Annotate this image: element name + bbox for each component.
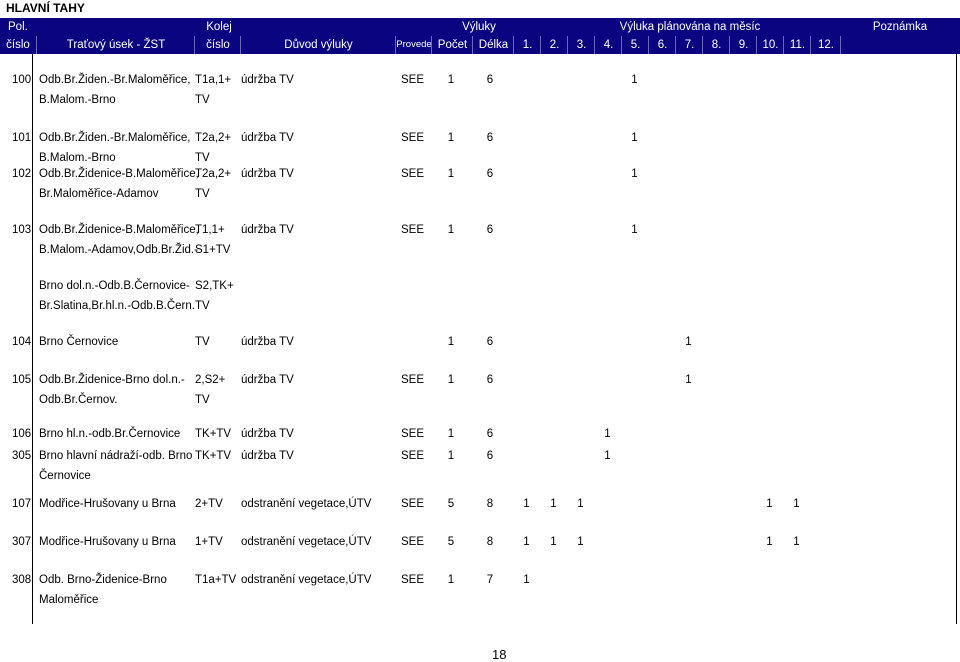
row-section: Brno Černovice bbox=[39, 336, 119, 348]
row-track: TK+TV bbox=[195, 450, 232, 462]
row-section: Odb.Br.Židenice-B.Maloměřice, bbox=[39, 224, 199, 236]
row-track-cont: TV bbox=[195, 394, 210, 406]
row-count: 5 bbox=[447, 498, 455, 510]
row-number: 101 bbox=[12, 132, 32, 144]
header-month-8: 8. bbox=[702, 36, 730, 54]
row-month-2: 1 bbox=[550, 498, 557, 510]
row-month-5: 1 bbox=[631, 74, 638, 86]
row-reason: údržba TV bbox=[241, 74, 294, 86]
row-section-cont: B.Malom.-Brno bbox=[39, 94, 116, 106]
row-track: T1a+TV bbox=[195, 574, 237, 586]
header-duvod: Důvod výluky bbox=[240, 36, 396, 54]
row-provider: SEE bbox=[401, 374, 425, 386]
row-reason: odstranění vegetace,ÚTV bbox=[241, 498, 372, 510]
row-section-cont: Br.Maloměřice-Adamov bbox=[39, 188, 159, 200]
row-month-7: 1 bbox=[685, 374, 692, 386]
header-month-11: 11. bbox=[783, 36, 811, 54]
row-section: Odb.Br.Židen.-Br.Maloměřice, bbox=[39, 132, 191, 144]
row-number: 102 bbox=[12, 168, 32, 180]
header-month-1: 1. bbox=[513, 36, 541, 54]
row-month-2: 1 bbox=[550, 536, 557, 548]
header-month-5: 5. bbox=[621, 36, 649, 54]
row-reason: údržba TV bbox=[241, 168, 294, 180]
row-section: Odb.Br.Židenice-Brno dol.n.- bbox=[39, 374, 185, 386]
row-count: 1 bbox=[447, 574, 455, 586]
row-length: 6 bbox=[486, 428, 494, 440]
row-length: 8 bbox=[486, 498, 494, 510]
row-section-cont: Odb.Br.Černov. bbox=[39, 394, 118, 406]
row-length: 6 bbox=[486, 74, 494, 86]
page-number: 18 bbox=[492, 647, 507, 662]
row-month-3: 1 bbox=[577, 498, 584, 510]
row-length: 7 bbox=[486, 574, 494, 586]
row-reason: údržba TV bbox=[241, 450, 294, 462]
row-month-5: 1 bbox=[631, 168, 638, 180]
row-track: 2,S2+ bbox=[195, 374, 226, 386]
row-track-cont: TV bbox=[195, 300, 210, 312]
row-section: Odb. Brno-Židenice-Brno bbox=[39, 574, 167, 586]
row-provider: SEE bbox=[401, 450, 425, 462]
page-title: HLAVNÍ TAHY bbox=[6, 1, 85, 15]
header-poznamka-col bbox=[840, 36, 960, 54]
row-section: Brno hlavní nádraží-odb. Brno bbox=[39, 450, 193, 462]
row-provider: SEE bbox=[401, 498, 425, 510]
header-provede: Provede bbox=[395, 36, 432, 54]
row-reason: odstranění vegetace,ÚTV bbox=[241, 574, 372, 586]
row-number: 106 bbox=[12, 428, 32, 440]
row-number: 104 bbox=[12, 336, 32, 348]
row-track-cont: TV bbox=[195, 152, 210, 164]
row-track: T2a,2+ bbox=[195, 132, 232, 144]
row-number: 107 bbox=[12, 498, 32, 510]
header-pol: Pol. bbox=[8, 21, 28, 33]
row-provider: SEE bbox=[401, 74, 425, 86]
row-section-cont: B.Malom.-Brno bbox=[39, 152, 116, 164]
table-header-row-2 bbox=[0, 36, 960, 54]
header-vyluky: Výluky bbox=[462, 21, 496, 33]
row-reason: údržba TV bbox=[241, 428, 294, 440]
row-reason: odstranění vegetace,ÚTV bbox=[241, 536, 372, 548]
row-month-11: 1 bbox=[793, 536, 800, 548]
row-month-3: 1 bbox=[577, 536, 584, 548]
row-track: 1+TV bbox=[195, 536, 223, 548]
grid-line bbox=[956, 54, 957, 624]
row-length: 8 bbox=[486, 536, 494, 548]
header-trat: Traťový úsek - ŽST bbox=[36, 36, 195, 54]
row-track: T1a,1+ bbox=[195, 74, 232, 86]
row-month-1: 1 bbox=[523, 574, 530, 586]
row-month-10: 1 bbox=[766, 498, 773, 510]
row-track: T1,1+ bbox=[195, 224, 225, 236]
row-count: 1 bbox=[447, 374, 455, 386]
header-kolej: Kolej bbox=[206, 21, 232, 33]
row-count: 1 bbox=[447, 428, 455, 440]
row-section: Brno hl.n.-odb.Br.Černovice bbox=[39, 428, 181, 440]
header-poznamka: Poznámka bbox=[872, 21, 928, 33]
header-delka: Délka bbox=[472, 36, 514, 54]
header-month-9: 9. bbox=[729, 36, 757, 54]
header-month-7: 7. bbox=[675, 36, 703, 54]
row-section-cont: B.Malom.-Adamov,Odb.Br.Žid.- bbox=[39, 244, 198, 256]
row-count: 1 bbox=[447, 74, 455, 86]
row-count: 5 bbox=[447, 536, 455, 548]
row-section: Odb.Br.Židenice-B.Maloměřice, bbox=[39, 168, 199, 180]
row-number: 100 bbox=[12, 74, 32, 86]
row-track-cont: S1+TV bbox=[195, 244, 231, 256]
row-length: 6 bbox=[486, 168, 494, 180]
row-number: 105 bbox=[12, 374, 32, 386]
row-month-5: 1 bbox=[631, 224, 638, 236]
row-reason: údržba TV bbox=[241, 224, 294, 236]
header-cislo: číslo bbox=[6, 39, 30, 51]
row-month-5: 1 bbox=[631, 132, 638, 144]
row-section-cont: Maloměřice bbox=[39, 594, 99, 606]
row-count: 1 bbox=[447, 336, 455, 348]
header-month-4: 4. bbox=[594, 36, 622, 54]
row-month-11: 1 bbox=[793, 498, 800, 510]
row-length: 6 bbox=[486, 450, 494, 462]
row-provider: SEE bbox=[401, 574, 425, 586]
row-reason: údržba TV bbox=[241, 336, 294, 348]
row-month-10: 1 bbox=[766, 536, 773, 548]
row-number: 307 bbox=[12, 536, 32, 548]
row-month-4: 1 bbox=[604, 450, 611, 462]
row-number: 103 bbox=[12, 224, 32, 236]
row-provider: SEE bbox=[401, 168, 425, 180]
row-track: TK+TV bbox=[195, 428, 232, 440]
row-reason: údržba TV bbox=[241, 374, 294, 386]
row-length: 6 bbox=[486, 132, 494, 144]
header-month-12: 12. bbox=[810, 36, 841, 54]
row-section-cont: Br.Slatina,Br.hl.n.-Odb.B.Čern. bbox=[39, 300, 195, 312]
row-section-cont: Černovice bbox=[39, 470, 91, 482]
row-count: 1 bbox=[447, 224, 455, 236]
header-pocet: Počet bbox=[431, 36, 473, 54]
table-header-row-1 bbox=[0, 18, 960, 36]
row-reason: údržba TV bbox=[241, 132, 294, 144]
grid-line bbox=[32, 54, 33, 624]
row-count: 1 bbox=[447, 132, 455, 144]
header-month-10: 10. bbox=[756, 36, 784, 54]
row-section: Brno dol.n.-Odb.B.Černovice- bbox=[39, 280, 190, 292]
row-number: 305 bbox=[12, 450, 32, 462]
row-section: Odb.Br.Židen.-Br.Maloměřice, bbox=[39, 74, 191, 86]
header-month-2: 2. bbox=[540, 36, 568, 54]
row-track-cont: TV bbox=[195, 188, 210, 200]
row-section: Modřice-Hrušovany u Brna bbox=[39, 498, 176, 510]
row-length: 6 bbox=[486, 374, 494, 386]
header-planovana: Výluka plánována na měsíc bbox=[619, 21, 761, 33]
row-month-4: 1 bbox=[604, 428, 611, 440]
row-length: 6 bbox=[486, 336, 494, 348]
row-count: 1 bbox=[447, 450, 455, 462]
row-number: 308 bbox=[12, 574, 32, 586]
row-track: TV bbox=[195, 336, 210, 348]
header-month-6: 6. bbox=[648, 36, 676, 54]
row-provider: SEE bbox=[401, 224, 425, 236]
row-track: S2,TK+ bbox=[195, 280, 234, 292]
row-month-7: 1 bbox=[685, 336, 692, 348]
row-track: 2+TV bbox=[195, 498, 223, 510]
row-provider: SEE bbox=[401, 536, 425, 548]
row-track-cont: TV bbox=[195, 94, 210, 106]
row-length: 6 bbox=[486, 224, 494, 236]
row-provider: SEE bbox=[401, 428, 425, 440]
row-month-1: 1 bbox=[523, 498, 530, 510]
header-kolej-cislo: číslo bbox=[194, 36, 241, 54]
row-month-1: 1 bbox=[523, 536, 530, 548]
row-section: Modřice-Hrušovany u Brna bbox=[39, 536, 176, 548]
header-month-3: 3. bbox=[567, 36, 595, 54]
row-count: 1 bbox=[447, 168, 455, 180]
row-provider: SEE bbox=[401, 132, 425, 144]
row-track: T2a,2+ bbox=[195, 168, 232, 180]
